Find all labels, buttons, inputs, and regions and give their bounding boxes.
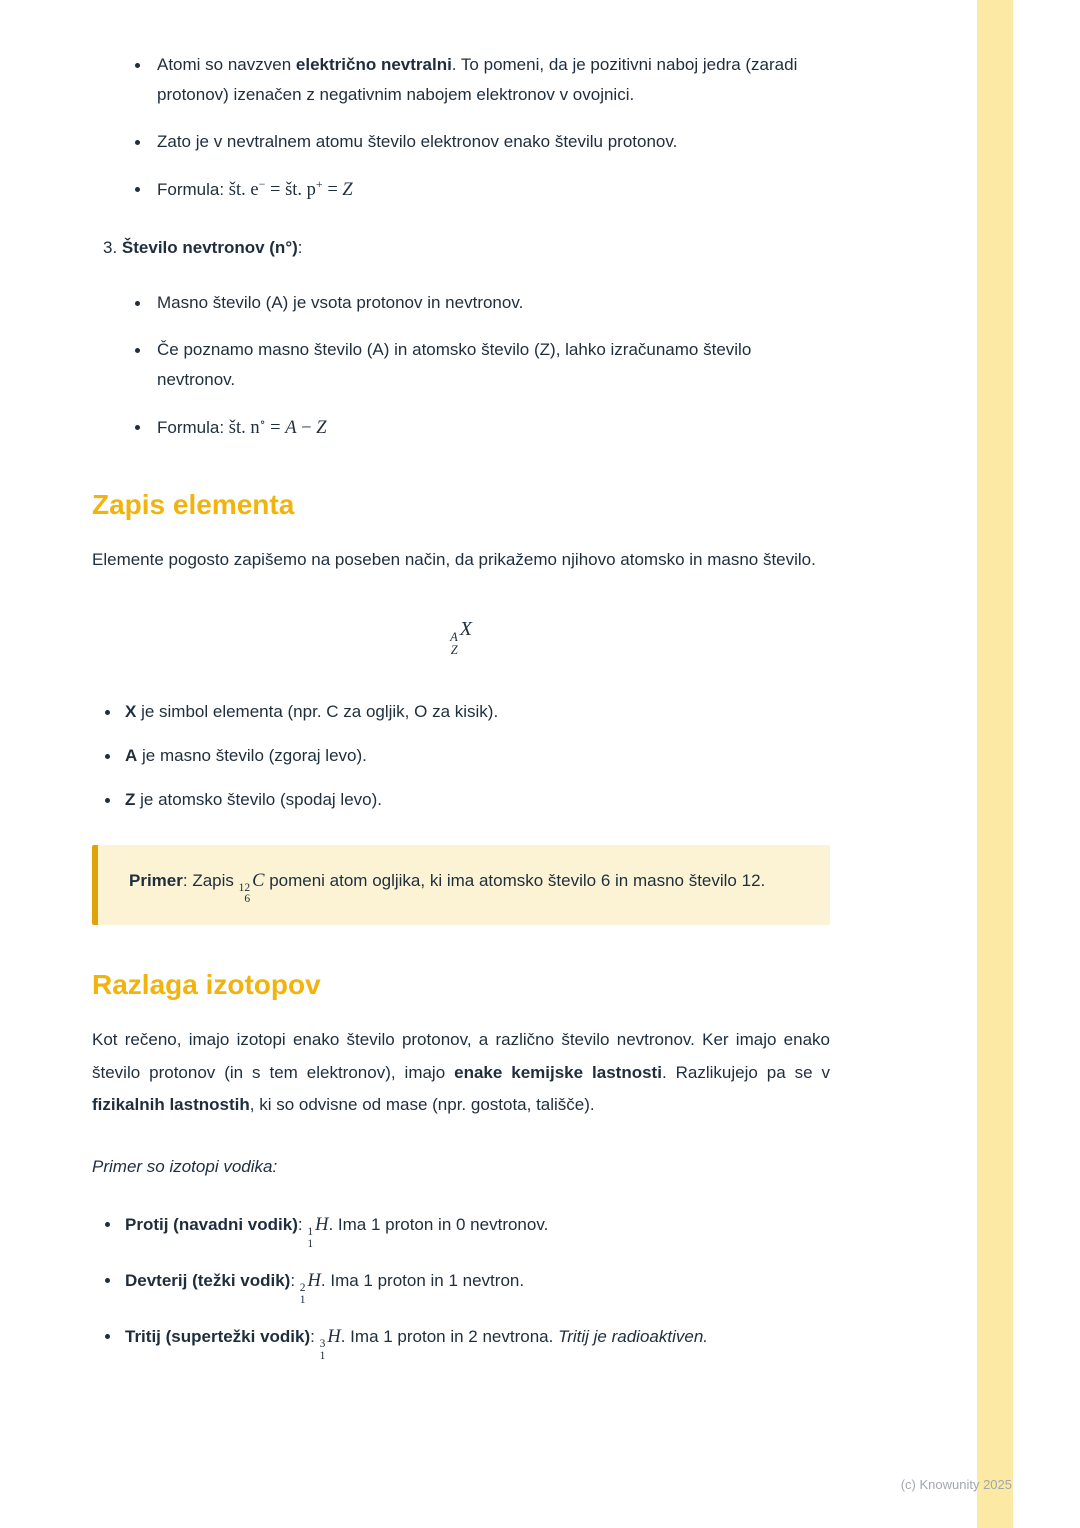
deuterium-nuclide-stack: [300, 1283, 306, 1307]
list-item-text: [157, 412, 830, 445]
mass-atomic-number-stack: [450, 631, 458, 657]
text-run: . Ima 1 proton in 2 nevtrona.: [340, 1326, 559, 1346]
carbon-symbol: C: [252, 870, 265, 891]
text-run: Atomi so navzven: [157, 55, 296, 74]
list-item: [105, 785, 830, 815]
math-run: −: [296, 418, 317, 439]
atomic-number: 1: [319, 1349, 326, 1362]
bullet-icon: [105, 1278, 110, 1283]
text-run: :: [290, 1271, 300, 1291]
text-run-bold: Tritij (supertežki vodik): [125, 1326, 311, 1346]
text-run-bold: A: [125, 745, 138, 765]
list-item-text: [125, 1209, 830, 1251]
math-run: št. n: [228, 418, 260, 439]
list-item: [105, 697, 830, 727]
mass-number: 2: [299, 1282, 306, 1295]
bullet-icon: [135, 348, 140, 353]
bullet-icon: [135, 425, 140, 430]
math-superscript: ∘: [259, 415, 266, 430]
text-run-bold: Protij (navadni vodik): [125, 1215, 298, 1235]
hydrogen-symbol: H: [327, 1326, 341, 1347]
section-heading-zapis-elementa: Zapis elementa: [92, 488, 295, 520]
list-item-text: [157, 50, 830, 110]
atomic-number: 1: [299, 1293, 306, 1306]
bullet-icon: [105, 1222, 110, 1227]
math-superscript: +: [315, 176, 323, 191]
text-run: :: [297, 1215, 308, 1235]
isotope-list: [92, 1209, 830, 1362]
list-item-text: [125, 1321, 830, 1363]
accent-stripe: [977, 0, 1013, 1528]
notation-legend-list: [92, 697, 830, 815]
list-item: [105, 1209, 830, 1251]
math-run: = št. p: [265, 179, 316, 200]
mass-number: 3: [319, 1337, 326, 1350]
list-item: [135, 50, 830, 110]
list-item: [135, 174, 830, 207]
neutron-number-formula: [228, 415, 327, 439]
text-run: Masno število (A) je vsota protonov in nevtronov.: [157, 293, 524, 313]
tritium-nuclide-stack: [320, 1339, 326, 1363]
protium-nuclide-stack: [307, 1227, 313, 1251]
text-run: Zato je v nevtralnem atomu število elektronov enako številu protonov.: [157, 131, 678, 151]
math-variable: A: [285, 418, 297, 439]
math-superscript: −: [258, 176, 266, 191]
zapis-intro-paragraph: Elemente pogosto zapišemo na poseben način, da prikažemo njihovo atomsko in masno število.: [92, 549, 816, 569]
bullet-icon: [135, 63, 140, 68]
element-notation-formula: [92, 612, 830, 657]
callout-label: Primer: [129, 870, 183, 890]
math-run: =: [265, 418, 286, 439]
section-heading-razlaga-izotopov: Razlaga izotopov: [92, 969, 321, 1001]
math-run: št. e: [228, 179, 259, 200]
text-run-bold: Devterij (težki vodik): [125, 1271, 291, 1291]
math-run: =: [322, 179, 343, 200]
text-run: Kot rečeno, imajo izotopi enako število protonov, a različno število nevtronov. Ker imajo enako število protonov (in s tem elektronov), imajo: [92, 1030, 830, 1082]
list-item: [105, 1265, 830, 1307]
text-run: :: [310, 1326, 320, 1346]
bullet-icon: [105, 710, 110, 715]
list-item: [135, 412, 830, 445]
list-item-text: [157, 127, 830, 157]
neutron-list: [92, 288, 830, 444]
text-run: Formula:: [157, 179, 229, 199]
hydrogen-symbol: H: [307, 1271, 321, 1292]
text-run: Formula:: [157, 418, 229, 438]
text-run: Če poznamo masno število (A) in atomsko število (Z), lahko izračunamo število nevtronov.: [157, 340, 752, 390]
bullet-icon: [135, 301, 140, 306]
isotope-explanation-paragraph: [92, 1024, 830, 1121]
numbered-heading-neutrons: [92, 233, 830, 263]
list-item-text: [157, 335, 830, 395]
list-item: [105, 741, 830, 771]
text-run-bold: fizikalnih lastnostih: [92, 1094, 250, 1114]
list-item-text: [125, 741, 830, 771]
text-run-bold: enake kemijske lastnosti: [454, 1062, 662, 1082]
neutrality-list: [92, 50, 830, 206]
text-run-bold: Z: [125, 789, 136, 809]
atomic-number: 6: [244, 893, 251, 906]
text-run: , ki so odvisne od mase (npr. gostota, tališče).: [249, 1094, 595, 1114]
list-item: [135, 127, 830, 157]
text-run: : Zapis: [182, 870, 239, 890]
mass-number: 12: [238, 881, 251, 894]
mass-number: 1: [307, 1226, 314, 1239]
text-run: :: [297, 238, 303, 258]
list-item-text: [125, 697, 830, 727]
text-run: . Razlikujejo pa se v: [661, 1062, 830, 1082]
math-variable: Z: [342, 179, 353, 200]
text-run: . Ima 1 proton in 1 nevtron.: [320, 1271, 525, 1291]
hydrogen-symbol: H: [315, 1215, 329, 1236]
numbered-heading-title: Število nevtronov (n°): [121, 238, 298, 258]
text-run: je simbol elementa (npr. C za ogljik, O za kisik).: [136, 701, 499, 721]
text-run: . Ima 1 proton in 0 nevtronov.: [328, 1215, 549, 1235]
text-run: pomeni atom ogljika, ki ima atomsko število 6 in masno število 12.: [264, 870, 766, 890]
text-run-italic: Tritij je radioaktiven.: [558, 1326, 708, 1346]
bullet-icon: [105, 1334, 110, 1339]
math-variable: Z: [316, 418, 327, 439]
text-run-bold: X: [125, 701, 137, 721]
bullet-icon: [135, 140, 140, 145]
bullet-icon: [135, 187, 140, 192]
list-item: [135, 288, 830, 318]
list-item-text: [125, 785, 830, 815]
atomic-number-symbol: Z: [450, 642, 458, 657]
list-item-text: [157, 174, 830, 207]
list-item: [135, 335, 830, 395]
hydrogen-isotopes-lead: Primer so izotopi vodika:: [92, 1157, 278, 1177]
list-item-text: [157, 288, 830, 318]
list-number: 3.: [103, 238, 122, 258]
example-callout: [92, 845, 830, 926]
electron-proton-formula: [228, 176, 353, 200]
list-item-text: [125, 1265, 830, 1307]
atomic-number: 1: [307, 1238, 314, 1251]
text-run: je masno število (zgoraj levo).: [137, 745, 367, 765]
document-content: [92, 50, 830, 1362]
list-item: [105, 1321, 830, 1363]
bullet-icon: [105, 798, 110, 803]
mass-number-symbol: A: [450, 630, 458, 645]
element-symbol-x: X: [459, 618, 472, 641]
carbon-nuclide-stack: [239, 883, 251, 907]
copyright-credit: (c) Knowunity 2025: [900, 1477, 1012, 1492]
text-run-bold: električno nevtralni: [295, 55, 452, 74]
bullet-icon: [105, 754, 110, 759]
text-run: . To pomeni, da je pozitivni naboj jedra (zaradi protonov) izenačen z negativnim nabojem elektronov v ovojnici.: [157, 55, 798, 104]
text-run: je atomsko število (spodaj levo).: [135, 789, 382, 809]
